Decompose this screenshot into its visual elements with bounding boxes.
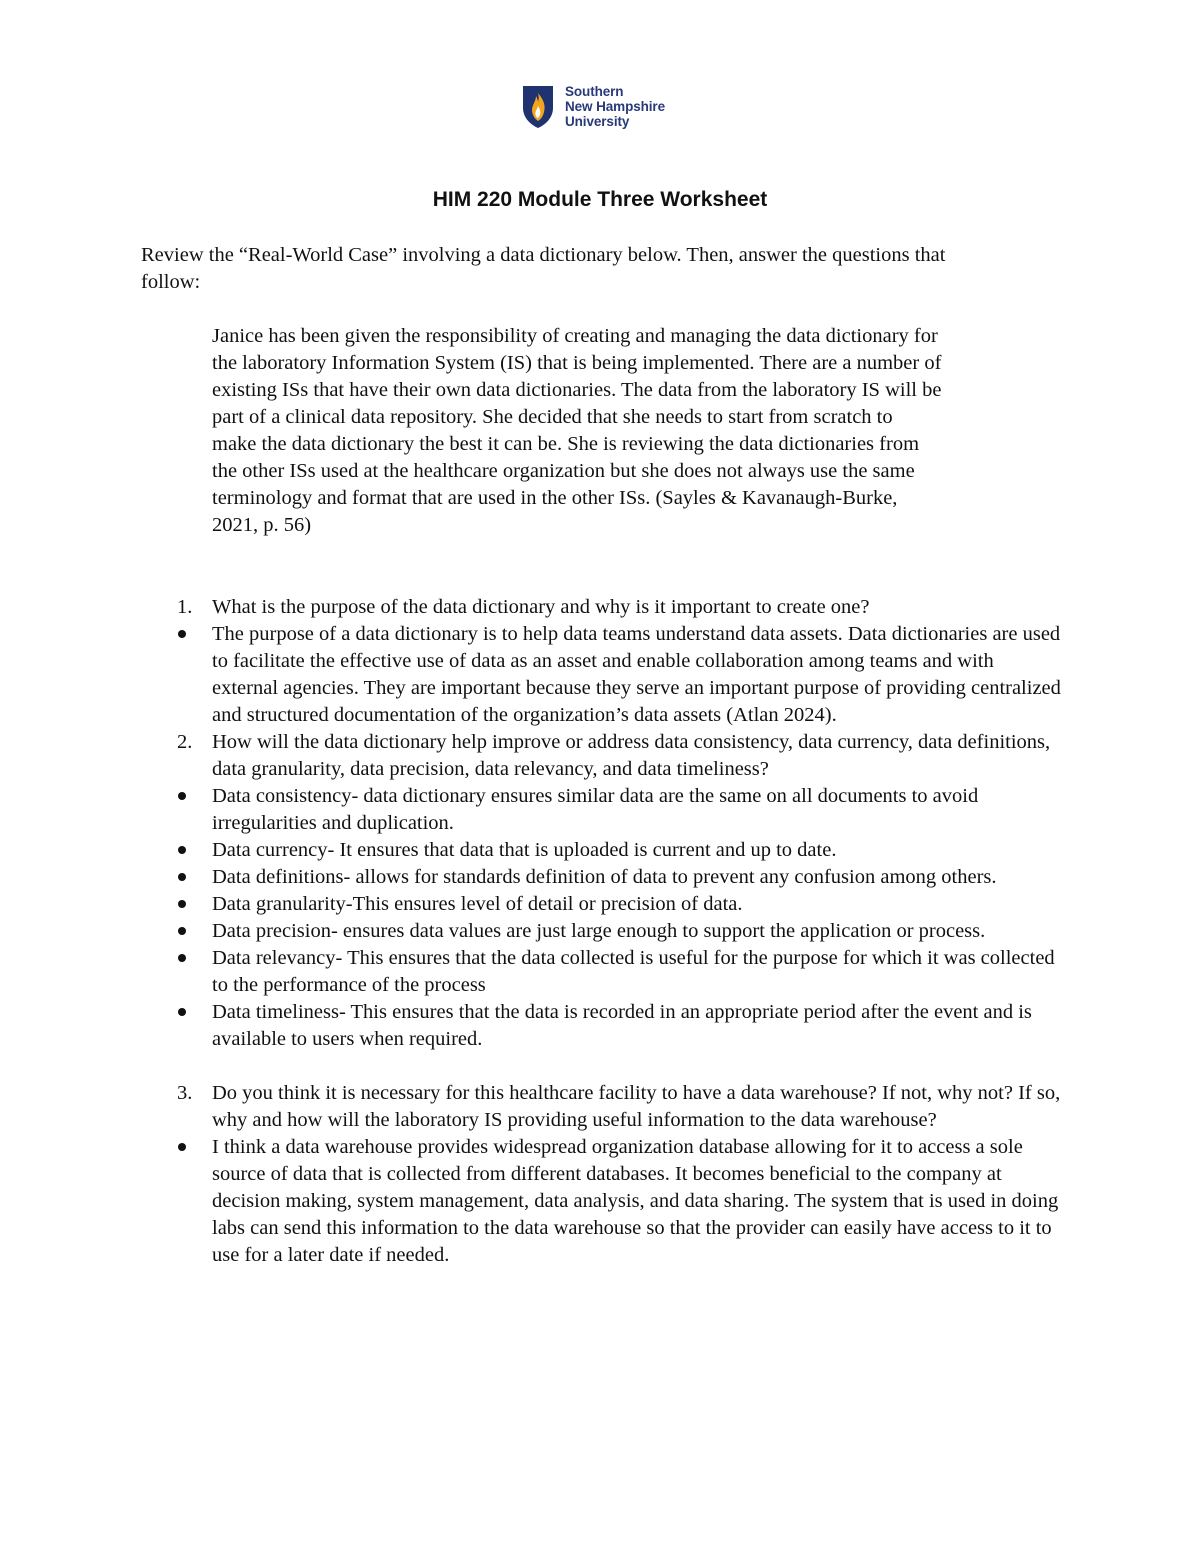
- question-item: [141, 1080, 1061, 1134]
- answer-item: [141, 783, 1061, 837]
- answer-item: [141, 918, 1061, 945]
- question-text: What is the purpose of the data dictionary and why is it important to create one?: [212, 596, 870, 618]
- answer-text: Data relevancy- This ensures that the data collected is useful for the purpose for which it was collected to the performance of the process: [212, 947, 1055, 996]
- question-item: [141, 729, 1061, 783]
- university-logo: [521, 84, 691, 134]
- logo-line-1: Southern: [565, 84, 624, 99]
- answer-item: [141, 945, 1061, 999]
- answer-item: [141, 1134, 1061, 1269]
- answer-text: Data currency- It ensures that data that is uploaded is current and up to date.: [212, 839, 837, 861]
- question-item: [141, 594, 1061, 621]
- answer-item: [141, 999, 1061, 1053]
- university-name: [565, 84, 665, 129]
- logo-line-3: University: [565, 114, 630, 129]
- questions-list: [141, 594, 1061, 1269]
- answer-text: Data precision- ensures data values are just large enough to support the application or process.: [212, 920, 986, 942]
- question-number: 3.: [177, 1082, 193, 1104]
- spacer: [141, 1053, 1061, 1080]
- answer-text: Data definitions- allows for standards definition of data to prevent any confusion among others.: [212, 866, 997, 888]
- case-study-paragraph: Janice has been given the responsibility of creating and managing the data dictionary for the laboratory Information System (IS) that is being implemented. There are a number of existing ISs that have their own data dictionaries. The data from the laboratory IS will be part of a clinical data repository. She decided that she needs to start from scratch to make the data dictionary the best it can be. She is reviewing the data dictionaries from the other ISs used at the healthcare organization but she does not always use the same terminology and format that are used in the other ISs. (Sayles & Kavanaugh-Burke, 2021, p. 56): [212, 325, 942, 536]
- question-text: Do you think it is necessary for this healthcare facility to have a data warehouse? If not, why not? If so, why and how will the laboratory IS providing useful information to the data warehouse?: [212, 1082, 1061, 1131]
- answer-text: Data timeliness- This ensures that the data is recorded in an appropriate period after the event and is available to users when required.: [212, 1001, 1032, 1050]
- question-text: How will the data dictionary help improve or address data consistency, data currency, data definitions, data granularity, data precision, data relevancy, and data timeliness?: [212, 731, 1051, 780]
- answer-text: Data consistency- data dictionary ensures similar data are the same on all documents to avoid irregularities and duplication.: [212, 785, 979, 834]
- shield-flame-icon: [521, 84, 555, 130]
- answer-text: Data granularity-This ensures level of detail or precision of data.: [212, 893, 743, 915]
- answer-item: [141, 864, 1061, 891]
- answer-item: [141, 891, 1061, 918]
- intro-paragraph: Review the “Real-World Case” involving a data dictionary below. Then, answer the questions that follow:: [141, 244, 946, 293]
- page-title: HIM 220 Module Three Worksheet: [432, 188, 768, 211]
- question-number: 2.: [177, 731, 193, 753]
- answer-item: [141, 621, 1061, 729]
- logo-line-2: New Hampshire: [565, 99, 665, 114]
- question-number: 1.: [177, 596, 193, 618]
- answer-item: [141, 837, 1061, 864]
- answer-text: I think a data warehouse provides widespread organization database allowing for it to access a sole source of data that is collected from different databases. It becomes beneficial to the company at decision making, system management, data analysis, and data sharing. The system that is used in doing labs can send this information to the data warehouse so that the provider can easily have access to it to use for a later date if needed.: [212, 1136, 1059, 1266]
- answer-text: The purpose of a data dictionary is to help data teams understand data assets. Data dictionaries are used to facilitate the effective use of data as an asset and enable collaboration among teams and with external agencies. They are important because they serve an important purpose of providing centralized and structured documentation of the organization’s data assets (Atlan 2024).: [212, 623, 1061, 726]
